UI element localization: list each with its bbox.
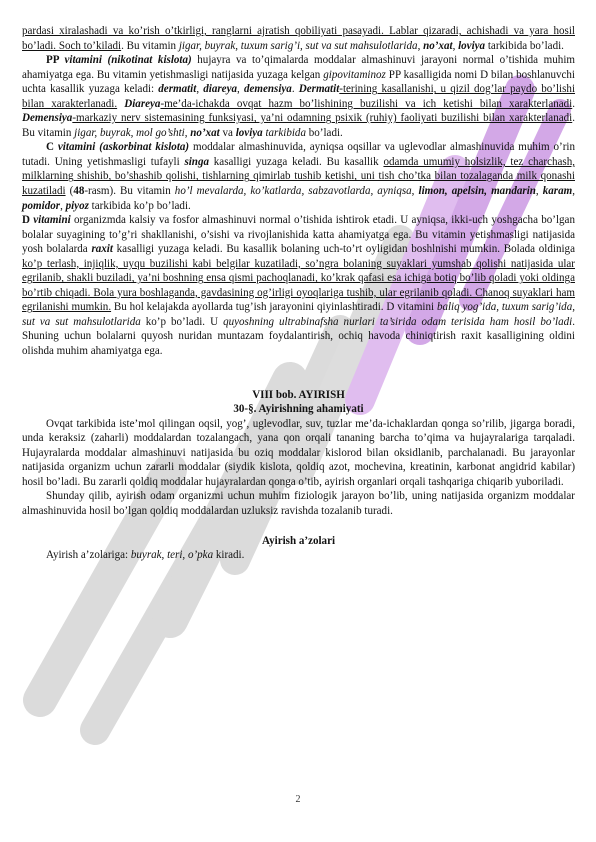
text-run: ko’p bo’ladi. U xyxy=(140,315,224,328)
text-run: , xyxy=(417,39,424,52)
text-run: raxit xyxy=(91,243,113,256)
body-text-part-3 xyxy=(22,548,575,563)
text-run: -me’da-ichakda ovqat hazm bo’lishining buzilishi va ich ketishi bilan xarakterlanadi xyxy=(160,97,573,110)
text-run: tarkibida bo’ladi. xyxy=(485,39,564,52)
text-run: Diareya xyxy=(124,97,161,110)
text-run: odamda umumiy holsizlik, tez charchash, milklarning shishib, bo’shashib qolishi, tishlarning qimirlab tushib ketishi, uni tish cho’tka bilan tozalaganda milk qonashi kuzatiladi xyxy=(22,155,575,198)
text-run: PP kasalligida nomi D bilan boshlanuvchi uchta kasallik yuzaga keladi: xyxy=(22,68,575,96)
text-run: . Bu vitamin xyxy=(121,39,179,52)
chapter-title: VIII bob. AYIRISH xyxy=(252,388,345,401)
text-run: tarkibida xyxy=(265,126,306,139)
text-run: , xyxy=(184,126,191,139)
text-run: Bu hol kelajakda ayollarda tug’ish jarayonini qiyinlashtiradi. D vitamini xyxy=(111,301,437,314)
text-run: Ovqat tarkibida iste’mol qilingan oqsil, yog’, uglevodlar, suv, tuzlar me’da-ichaklardan qonga so’rilib, jigarga boradi, unda keraksiz (zaharli) moddalardan tozalangach, yana qon orqali tananing barcha to’qima va hujayralariga tarqaladi. Hujayralarda moddalar almashinuvi natijasida bu oziq moddalar kislorod bilan oksidlanib, parchalanadi. Bu jarayonlar natijasida organizm uchun zararli moddalar (siydik kislota, qoldiq azot, mochevina, kreatinin, karbonat angidrid kabilar) hosil bo’ladi. Bu zararli qoldiq moddalar hujayralardan qonga o’tib, ayirish organlari orqali tashqariga chiqarib yuboriladi. xyxy=(22,417,575,488)
text-run: dermatit xyxy=(158,83,197,96)
body-text-part-2 xyxy=(22,417,575,519)
text-run: , xyxy=(572,185,575,198)
subsection-title: Ayirish a’zolari xyxy=(261,534,336,547)
text-run: moddalar almashinuvida, ayniqsa oqsillar va uglevodlar almashinuvida muhim o’rin tutadi. Uning yetishmasligi tufayli xyxy=(22,141,575,168)
text-run: vitamini (nikotinat kislota) xyxy=(64,54,192,67)
text-run: . xyxy=(291,83,299,96)
text-run: vitamini (askorbinat kislota) xyxy=(57,141,190,154)
text-run: ( xyxy=(65,185,74,198)
text-run: kasalligi yuzaga keladi. Bu kasallik bolaning uch-to’rt oyligidan boshlnishi mumkin. Bolada oldiniga xyxy=(112,243,575,256)
text-run: pomidor xyxy=(22,199,61,212)
text-run: 48 xyxy=(73,185,85,198)
text-run: tarkibida ko’p bo’ladi. xyxy=(88,199,191,212)
body-text-part-1 xyxy=(22,24,575,359)
text-run: PP xyxy=(46,54,65,67)
text-run: va xyxy=(219,126,236,139)
text-run: organizmda kalsiy va fosfor almashinuvi normal o’tishida ishtirok etadi. U ayniqsa, ikki-uch yoshgacha bo’lgan bolalar suyagining to’g’ri shakllanishi, o’sishi va rivojlanishida katta ahamiyatga ega. Bu vitamin yetishmasligi natijasida yosh bolalarda xyxy=(22,214,575,256)
text-run: jigar, buyrak, mol go’shti xyxy=(74,126,185,139)
text-run: demensiya xyxy=(243,83,292,96)
document-page xyxy=(22,24,575,563)
text-run: D xyxy=(22,214,34,227)
text-run: buyrak, teri, o’pka xyxy=(130,549,214,562)
text-run: bo’ladi. xyxy=(305,126,343,139)
text-run: ko’p terlash, injiqlik, uyqu buzilishi kabi belgilar kuzatiladi, so’ngra bolaning suyaklari yumshab qolishi natijasida ular egrilanib, shakli buziladi, ya’ni boshning ensa qismi pachoqlanadi, ko’krak qafasi esa ichiga botiq bo’lib qoladi yoki oldinga bo’rtib chiqadi. Bola yura boshlaganda, gavdasining og’irligi oyoqlariga tushib, ular egrilanib qoladi. Chanoq suyaklari ham egrilanishi mumkin. xyxy=(22,257,575,314)
text-run: piyoz xyxy=(65,199,89,212)
paragraph xyxy=(22,213,575,358)
text-run: , xyxy=(452,39,459,52)
paragraph xyxy=(22,24,575,53)
text-run: vitamini xyxy=(33,214,71,227)
text-run: , xyxy=(237,83,244,96)
text-run: Ayirish a’zolariga: xyxy=(46,549,131,562)
text-run: kasalligi yuzaga keladi. Bu kasallik xyxy=(209,155,384,168)
text-run: , xyxy=(411,185,419,198)
paragraph xyxy=(22,417,575,490)
text-run: no’xat xyxy=(190,126,220,139)
text-run: limon, apelsin, mandarin xyxy=(418,185,536,198)
text-run: loviya xyxy=(235,126,263,139)
paragraph xyxy=(22,548,575,563)
page-number: 2 xyxy=(295,794,301,805)
paragraph xyxy=(22,140,575,213)
text-run: no’xat xyxy=(423,39,453,52)
text-run: -terining kasallanishi, u qizil dog’lar paydo bo’lishi bilan xarakterlanadi. xyxy=(22,83,576,110)
text-run: . Shuning uchun bolalarni quyosh nuridan muntazam foydalantirish, ochiq havoda chiniqtirish raxit kasalligining oldini olishda muhim ahamiyatga ega. xyxy=(22,315,576,358)
text-run: baliq yog’ida, tuxum sarig’ida, sut va sut mahsulotlarida xyxy=(22,301,575,328)
text-run: -rasm). Bu vitamin xyxy=(84,185,175,198)
section-title: 30-§. Ayirishning ahamiyati xyxy=(233,403,364,416)
text-run: karam xyxy=(542,185,573,198)
text-run: loviya xyxy=(458,39,486,52)
text-run: hujayra va to’qimalarda moddalar almashinuvi jarayoni normal o’tishida muhim ahamiyatga ega. Bu vitamin yetishmasligi natijasida yuzaga kelgan xyxy=(22,54,575,81)
text-run: C xyxy=(46,141,58,154)
text-run: , xyxy=(60,199,66,212)
text-run: jigar, buyrak, tuxum sarig’i, sut va sut mahsulotlarida xyxy=(178,39,418,52)
text-run: singa xyxy=(184,155,209,168)
paragraph xyxy=(22,53,575,140)
text-run: Dermatit xyxy=(298,83,340,96)
text-run: -markaziy nerv sistemasining funksiyasi, ya’ni odamning psixik (ruhiy) faoliyati buzilishi bilan xarakterlanadi xyxy=(72,112,573,125)
text-run: . xyxy=(572,97,576,110)
text-run: Shunday qilib, ayirish odam organizmi uchun muhim fiziologik jarayon bo’lib, uning natijasida organizm moddalar almashinuvida hosil bo’lgan qoldiq moddalardan uzluksiz ravishda tozalanib turadi. xyxy=(22,490,575,517)
text-run: Demensiya xyxy=(22,112,73,125)
text-run: , xyxy=(535,185,543,198)
paragraph xyxy=(22,489,575,518)
text-run: . Bu vitamin xyxy=(22,112,575,139)
text-run: , xyxy=(196,83,204,96)
text-run: gipovitaminoz xyxy=(323,68,386,81)
text-run: diareya xyxy=(203,83,238,96)
text-run: kiradi. xyxy=(213,549,245,562)
text-run: ho’l mevalarda, ko’katlarda, sabzavotlarda, ayniqsa xyxy=(174,185,412,198)
text-run: quyoshning ultrabinafsha nurlari ta’sirida odam terisida ham hosil bo’ladi xyxy=(223,315,573,328)
text-run: pardasi xiralashadi va ko’rish o’tkirligi, ranglarni ajratish qobiliyati pasayadi. Lablar qizaradi, achishadi va yara hosil bo’ladi. Soch to’kiladi xyxy=(22,25,575,52)
